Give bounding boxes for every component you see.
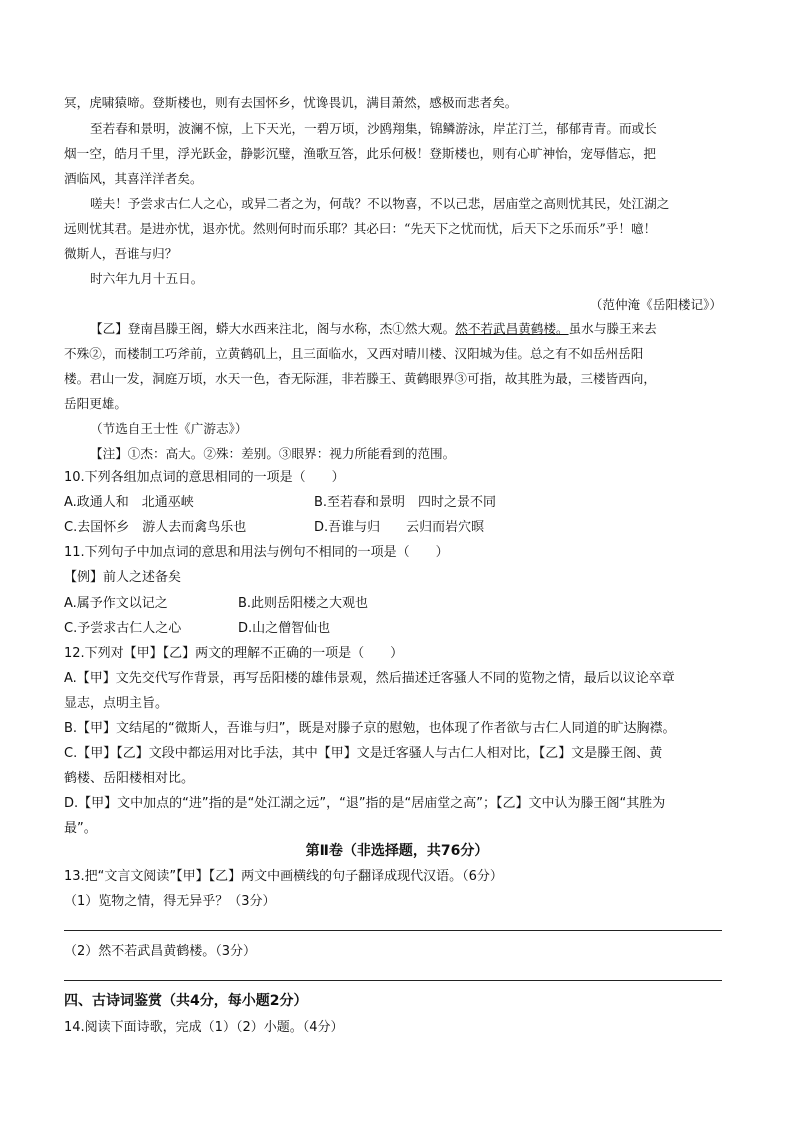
passage-yi-line: 岳阳更雄。 <box>64 396 127 411</box>
passage-jia-source: （范仲淹《岳阳楼记》） <box>589 297 722 312</box>
passage-yi-note: 【注】①杰：高大。②殊：差别。③眼界：视力所能看到的范围。 <box>90 446 456 461</box>
question-12-option-c-cont: 鹤楼、岳阳楼相对比。 <box>64 771 195 786</box>
passage-jia-line: 烟一空，皓月千里，浮光跃金，静影沉璧，渔歌互答，此乐何极！登斯楼也，则有心旷神怡，宠辱偕忘，把 <box>64 146 656 161</box>
answer-line[interactable] <box>64 930 722 931</box>
question-10-option-d: D.吾谁与归 云归而岩穴暝 <box>314 520 485 535</box>
passage-jia-date: 时六年九月十五日。 <box>90 271 204 286</box>
question-10-stem: 10.下列各组加点词的意思相同的一项是（ ） <box>64 470 345 485</box>
passage-jia-line: 嗟夫！予尝求古仁人之心，或异二者之为，何哉？不以物喜，不以己悲，居庙堂之高则忧其民，处江湖之 <box>90 196 670 211</box>
question-11-stem: 11.下列句子中加点词的意思和用法与例句不相同的一项是（ ） <box>64 545 449 560</box>
passage-jia-line: 远则忧其君。是进亦忧，退亦忧。然则何时而乐耶？其必曰：“先天下之忧而忧，后天下之乐而乐”乎！噫！ <box>64 221 657 236</box>
underlined-sentence: 然不若武昌黄鹤楼。 <box>455 321 569 336</box>
question-14-stem: 14.阅读下面诗歌，完成（1）（2）小题。（4分） <box>64 1020 344 1035</box>
question-11-example: 【例】前人之述备矣 <box>64 570 182 585</box>
passage-jia-line: 至若春和景明，波澜不惊，上下天光，一碧万顷，沙鸥翔集，锦鳞游泳，岸芷汀兰，郁郁青青。而或长 <box>90 121 657 136</box>
question-12-option-d: D.【甲】文中加点的“进”指的是“处江湖之远”，“退”指的是“居庙堂之高”；【乙】文中认为滕王阁“其胜为 <box>64 796 666 811</box>
passage-jia-line: 微斯人，吾谁与归？ <box>64 246 178 261</box>
question-11-option-a: A.属予作文以记之 <box>64 596 168 611</box>
question-12-option-b: B.【甲】文结尾的“微斯人，吾谁与归”，既是对滕子京的慰勉，也体现了作者欲与古仁人同道的旷达胸襟。 <box>64 721 676 736</box>
passage-jia-line: 酒临风，其喜洋洋者矣。 <box>64 171 203 186</box>
section-2-title: 第Ⅱ卷（非选择题，共76分） <box>305 843 489 859</box>
question-11-option-c: C.予尝求古仁人之心 <box>64 621 182 636</box>
question-13-sub-1: （1）览物之情，得无异乎？（3分） <box>64 894 276 909</box>
question-12-stem: 12.下列对【甲】【乙】两文的理解不正确的一项是（ ） <box>64 646 404 661</box>
passage-yi-line: 不殊②，而楼制工巧斧前，立黄鹤矶上，且三面临水，又西对晴川楼、汉阳城为佳。总之有不如岳州岳阳 <box>64 346 644 361</box>
passage-yi-line <box>90 318 657 337</box>
question-13-sub-2: （2）然不若武昌黄鹤楼。（3分） <box>64 944 257 959</box>
question-12-option-a-cont: 显志，点明主旨。 <box>64 696 169 711</box>
question-12-option-d-cont: 最”。 <box>64 821 97 836</box>
question-10-option-a: A.政通人和 北通巫峡 <box>64 495 194 510</box>
section-4-title: 四、古诗词鉴赏（共4分，每小题2分） <box>64 993 308 1009</box>
question-10-option-c: C.去国怀乡 游人去而禽鸟乐也 <box>64 520 247 535</box>
question-11-option-d: D.山之僧智仙也 <box>238 621 331 636</box>
passage-yi-text: 虽水与滕王来去 <box>568 321 657 336</box>
question-13-stem: 13.把“文言文阅读”【甲】【乙】两文中画横线的句子翻译成现代汉语。（6分） <box>64 869 503 884</box>
question-12-option-a: A.【甲】文先交代写作背景，再写岳阳楼的雄伟景观，然后描述迁客骚人不同的览物之情，最后以议论卒章 <box>64 671 675 686</box>
passage-yi-text: 【乙】登南昌滕王阁，蟒大水西来注北，阁与水称，杰①然大观。 <box>90 321 456 336</box>
question-11-option-b: B.此则岳阳楼之大观也 <box>238 596 369 611</box>
question-10-option-b: B.至若春和景明 四时之景不同 <box>314 495 497 510</box>
passage-yi-source: （节选自王士性《广游志》） <box>90 421 248 436</box>
passage-jia-line: 冥，虎啸猿啼。登斯楼也，则有去国怀乡，忧谗畏讥，满目萧然，感极而悲者矣。 <box>64 95 518 110</box>
answer-line[interactable] <box>64 980 722 981</box>
question-12-option-c: C.【甲】【乙】文段中都运用对比手法，其中【甲】文是迁客骚人与古仁人相对比，【乙】文是滕王阁、黄 <box>64 746 663 761</box>
passage-yi-line: 楼。君山一发，洞庭万顷，水天一色，杳无际涯，非若滕王、黄鹤眼界③可指，故其胜为最，三楼皆西向， <box>64 371 656 386</box>
